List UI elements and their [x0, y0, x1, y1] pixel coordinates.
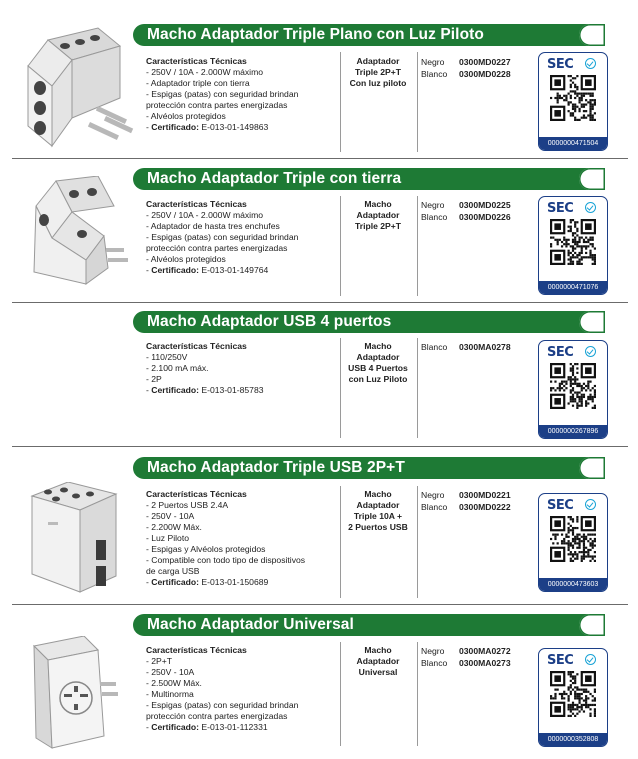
- color-label: Negro: [421, 57, 445, 67]
- check-icon: [585, 202, 596, 213]
- qr-code-icon: [550, 75, 596, 121]
- spec-line: - 2.100 mA máx.: [146, 363, 209, 373]
- check-icon: [585, 58, 596, 69]
- product-codes: [421, 341, 531, 353]
- specs-heading: Características Técnicas: [146, 645, 247, 655]
- code-row: [421, 211, 531, 223]
- product-code: 0300MD0228: [459, 69, 511, 79]
- spec-line: - Multinorma: [146, 689, 194, 699]
- code-row: [421, 645, 531, 657]
- certificate-line: - Certificado: E-013-01-149863: [146, 122, 269, 132]
- certificate-value: E-013-01-149863: [201, 122, 269, 132]
- sec-badge: [538, 493, 608, 592]
- certificate-value: E-013-01-149764: [201, 265, 269, 275]
- spec-line: - 2 Puertos USB 2.4A: [146, 500, 229, 510]
- column-divider: [340, 196, 341, 296]
- product-code: 0300MD0225: [459, 200, 511, 210]
- sec-logo: SEC: [547, 653, 574, 668]
- specs-heading: Características Técnicas: [146, 489, 247, 499]
- spec-line: protección contra partes energizadas: [146, 711, 288, 721]
- spec-line: - 250V - 10A: [146, 511, 195, 521]
- specs-heading: Características Técnicas: [146, 56, 247, 66]
- product-type: [343, 489, 413, 533]
- spec-line: - Espigas y Alvéolos protegidos: [146, 544, 266, 554]
- product-codes: [421, 56, 531, 80]
- type-line: Con luz piloto: [349, 78, 407, 88]
- adapter-triple-ground-image: [26, 176, 131, 293]
- product-codes: [421, 645, 531, 669]
- code-row: [421, 657, 531, 669]
- certificate-label: Certificado:: [151, 265, 199, 275]
- product-codes: [421, 199, 531, 223]
- column-divider: [340, 642, 341, 746]
- product-code: 0300MA0278: [459, 342, 511, 352]
- type-line: Macho: [364, 341, 392, 351]
- adapter-triple-usb-image: [28, 482, 128, 602]
- color-label: Blanco: [421, 212, 448, 222]
- spec-line: - Adaptador triple con tierra: [146, 78, 250, 88]
- sec-number: 0000000471504: [539, 137, 607, 150]
- spec-line: - Adaptador de hasta tres enchufes: [146, 221, 280, 231]
- sec-logo: SEC: [547, 201, 574, 216]
- sec-badge: [538, 340, 608, 439]
- code-row: [421, 341, 531, 353]
- type-line: Adaptador: [356, 210, 400, 220]
- column-divider: [340, 52, 341, 152]
- spec-line: - Espigas (patas) con seguridad brindan: [146, 700, 299, 710]
- type-line: Triple 2P+T: [354, 221, 402, 231]
- product-title: Macho Adaptador Triple USB 2P+T: [147, 459, 405, 476]
- certificate-line: - Certificado: E-013-01-85783: [146, 385, 264, 395]
- sec-badge: [538, 196, 608, 295]
- section-divider: [12, 158, 628, 159]
- color-label: Blanco: [421, 69, 448, 79]
- code-row: [421, 489, 531, 501]
- sec-logo: SEC: [547, 345, 574, 360]
- product-title-bar: [133, 614, 603, 636]
- product-title: Macho Adaptador Triple con tierra: [147, 170, 402, 187]
- certificate-line: - Certificado: E-013-01-112331: [146, 722, 268, 732]
- sec-logo: SEC: [547, 498, 574, 513]
- product-code: 0300MD0226: [459, 212, 511, 222]
- specs-heading: Características Técnicas: [146, 341, 247, 351]
- spec-line: - Luz Piloto: [146, 533, 189, 543]
- spec-line: - 110/250V: [146, 352, 188, 362]
- certificate-label: Certificado:: [151, 385, 199, 395]
- product-title-bar: [133, 24, 603, 46]
- sec-badge: [538, 648, 608, 747]
- type-line: USB 4 Puertos: [348, 363, 408, 373]
- type-line: Universal: [358, 667, 398, 677]
- check-icon: [585, 654, 596, 665]
- section-divider: [12, 302, 628, 303]
- sec-logo: SEC: [547, 57, 574, 72]
- column-divider: [340, 338, 341, 438]
- color-label: Blanco: [421, 658, 448, 668]
- column-divider: [417, 196, 418, 296]
- spec-line: - Espigas (patas) con seguridad brindan: [146, 232, 299, 242]
- product-type: [343, 56, 413, 89]
- product-specs: [146, 645, 336, 733]
- section-divider: [12, 604, 628, 605]
- spec-line: - Espigas (patas) con seguridad brindan: [146, 89, 299, 99]
- spec-line: - 2.200W Máx.: [146, 522, 202, 532]
- type-line: Adaptador: [356, 656, 400, 666]
- adapter-triple-flat-image: [20, 18, 135, 153]
- qr-code-icon: [550, 516, 596, 562]
- check-icon: [585, 499, 596, 510]
- column-divider: [417, 338, 418, 438]
- qr-code-icon: [550, 219, 596, 265]
- column-divider: [417, 52, 418, 152]
- spec-line: - Alvéolos protegidos: [146, 254, 226, 264]
- color-label: Negro: [421, 490, 445, 500]
- column-divider: [417, 486, 418, 598]
- spec-line: - Alvéolos protegidos: [146, 111, 226, 121]
- certificate-label: Certificado:: [151, 722, 199, 732]
- certificate-line: - Certificado: E-013-01-149764: [146, 265, 269, 275]
- product-code: 0300MA0272: [459, 646, 511, 656]
- type-line: Adaptador: [356, 56, 400, 66]
- product-specs: [146, 341, 336, 396]
- spec-line: protección contra partes energizadas: [146, 100, 288, 110]
- spec-line: - 250V / 10A - 2.000W máximo: [146, 210, 264, 220]
- color-label: Blanco: [421, 502, 448, 512]
- color-label: Negro: [421, 646, 445, 656]
- type-line: Macho: [364, 645, 392, 655]
- type-line: Macho: [364, 489, 392, 499]
- product-specs: [146, 199, 336, 276]
- certificate-label: Certificado:: [151, 577, 199, 587]
- column-divider: [417, 642, 418, 746]
- type-line: 2 Puertos USB: [348, 522, 408, 532]
- type-line: Adaptador: [356, 500, 400, 510]
- product-code: 0300MD0221: [459, 490, 511, 500]
- specs-heading: Características Técnicas: [146, 199, 247, 209]
- code-row: [421, 199, 531, 211]
- product-specs: [146, 489, 336, 588]
- code-row: [421, 56, 531, 68]
- product-title-bar: [133, 311, 603, 333]
- type-line: Adaptador: [356, 352, 400, 362]
- product-code: 0300MD0222: [459, 502, 511, 512]
- color-label: Negro: [421, 200, 445, 210]
- sec-number: 0000000471076: [539, 281, 607, 294]
- spec-line: - 2.500W Máx.: [146, 678, 202, 688]
- product-code: 0300MA0273: [459, 658, 511, 668]
- spec-line: de carga USB: [146, 566, 200, 576]
- spec-line: protección contra partes energizadas: [146, 243, 288, 253]
- code-row: [421, 501, 531, 513]
- type-line: con Luz Piloto: [348, 374, 408, 384]
- product-code: 0300MD0227: [459, 57, 511, 67]
- column-divider: [340, 486, 341, 598]
- product-title-bar: [133, 168, 603, 190]
- qr-code-icon: [550, 363, 596, 409]
- spec-line: - Compatible con todo tipo de dispositivos: [146, 555, 306, 565]
- check-icon: [585, 346, 596, 357]
- spec-line: - 250V / 10A - 2.000W máximo: [146, 67, 264, 77]
- qr-code-icon: [550, 671, 596, 717]
- product-title: Macho Adaptador USB 4 puertos: [147, 313, 392, 330]
- code-row: [421, 68, 531, 80]
- certificate-value: E-013-01-112331: [201, 722, 268, 732]
- spec-line: - 2P: [146, 374, 162, 384]
- type-line: Triple 10A +: [353, 511, 403, 521]
- product-type: [343, 645, 413, 678]
- color-label: Blanco: [421, 342, 448, 352]
- product-type: [343, 199, 413, 232]
- adapter-universal-image: [24, 636, 124, 759]
- product-title: Macho Adaptador Triple Plano con Luz Piloto: [147, 26, 484, 43]
- sec-number: 0000000267896: [539, 425, 607, 438]
- spec-line: - 2P+T: [146, 656, 173, 666]
- product-title-bar: [133, 457, 603, 479]
- section-divider: [12, 446, 628, 447]
- sec-number: 0000000352808: [539, 733, 607, 746]
- spec-line: - 250V - 10A: [146, 667, 195, 677]
- product-specs: [146, 56, 336, 133]
- product-title: Macho Adaptador Universal: [147, 616, 354, 633]
- product-codes: [421, 489, 531, 513]
- product-type: [343, 341, 413, 385]
- sec-number: 0000000473603: [539, 578, 607, 591]
- type-line: Triple 2P+T: [354, 67, 402, 77]
- certificate-value: E-013-01-150689: [201, 577, 269, 587]
- type-line: Macho: [364, 199, 392, 209]
- certificate-label: Certificado:: [151, 122, 199, 132]
- certificate-value: E-013-01-85783: [201, 385, 264, 395]
- sec-badge: [538, 52, 608, 151]
- certificate-line: - Certificado: E-013-01-150689: [146, 577, 269, 587]
